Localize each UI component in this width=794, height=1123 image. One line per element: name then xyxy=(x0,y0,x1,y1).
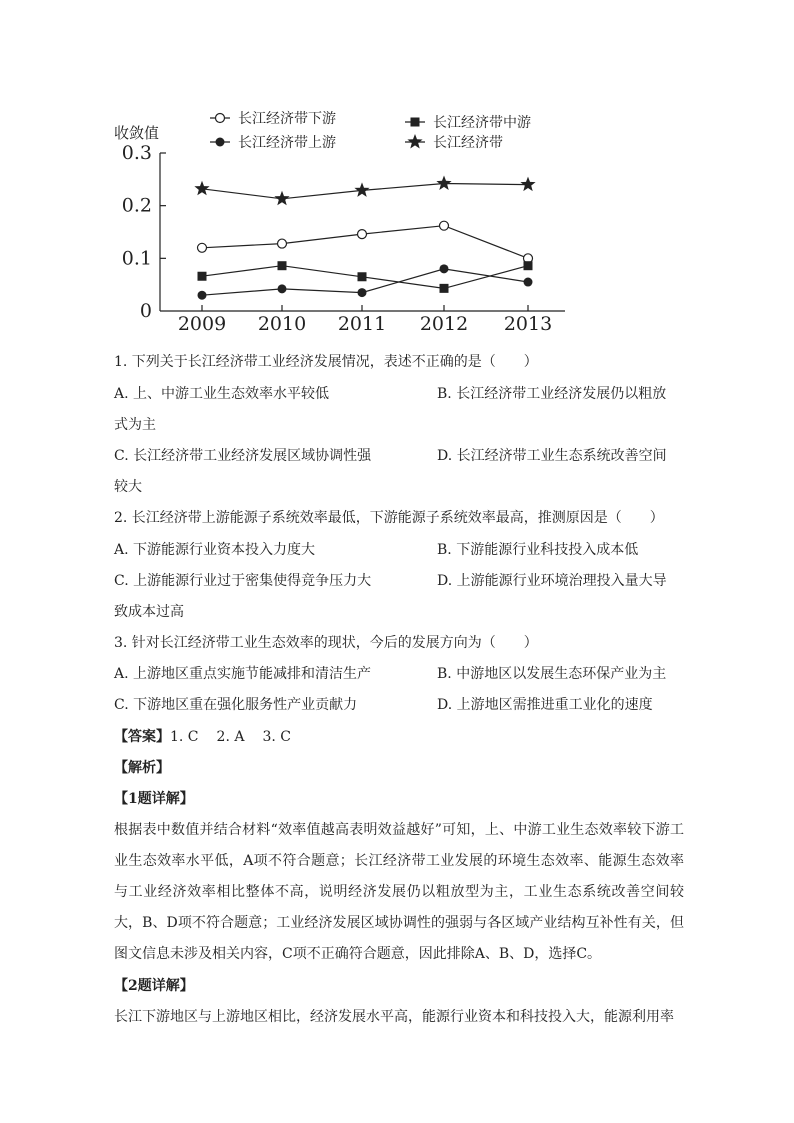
question-1-stem: 1. 下列关于长江经济带工业经济发展情况，表述不正确的是（ ） xyxy=(114,354,538,370)
answer-item-3: 3. C xyxy=(262,729,291,745)
data-point-filled-circle xyxy=(198,291,207,300)
chart-legend xyxy=(210,110,531,151)
question-2-option-c: C. 上游能源行业过于密集使得竞争压力大 xyxy=(114,573,372,589)
x-tick-label: 2010 xyxy=(257,313,307,335)
chart-axes xyxy=(122,142,565,335)
question-1-option-a: A. 上、中游工业生态效率水平较低 xyxy=(114,386,330,402)
question-3-option-d: D. 上游地区需推进重工业化的速度 xyxy=(437,697,653,713)
question-2-option-d: D. 上游能源行业环境治理投入量大导 xyxy=(437,573,667,589)
analysis-heading: 【解析】 xyxy=(114,760,170,776)
legend-label: 长江经济带 xyxy=(433,135,503,151)
x-tick-label: 2012 xyxy=(419,313,469,335)
data-point-open-circle xyxy=(358,230,367,239)
question-2-stem: 2. 长江经济带上游能源子系统效率最低，下游能源子系统效率最高，推测原因是（ ） xyxy=(114,510,664,526)
question-1-detail-heading: 【1题详解】 xyxy=(114,791,194,807)
data-point-star xyxy=(407,134,422,149)
question-3-stem: 3. 针对长江经济带工业生态效率的现状，今后的发展方向为（ ） xyxy=(114,635,538,651)
legend-label: 长江经济带下游 xyxy=(238,111,336,127)
answer-item-1: 1. C xyxy=(170,729,199,745)
data-point-open-circle xyxy=(440,221,449,230)
data-point-star xyxy=(194,181,209,196)
data-point-filled-square xyxy=(440,284,449,293)
question-3-option-c: C. 下游地区重在强化服务性产业贡献力 xyxy=(114,697,358,713)
y-tick-label: 0 xyxy=(139,300,152,322)
y-tick-label: 0.3 xyxy=(121,142,152,164)
data-point-open-circle xyxy=(278,239,287,248)
answer-item-2: 2. A xyxy=(216,729,245,745)
data-point-filled-circle xyxy=(440,264,449,273)
question-1-option-b-continued: 式为主 xyxy=(114,417,156,433)
question-2-option-a: A. 下游能源行业资本投入力度大 xyxy=(114,542,316,558)
question-1-option-d: D. 长江经济带工业生态系统改善空间 xyxy=(437,448,667,464)
data-point-star xyxy=(436,176,451,191)
line-chart xyxy=(100,100,580,335)
x-tick-label: 2011 xyxy=(337,313,387,335)
data-point-filled-circle xyxy=(278,284,287,293)
question-1-option-b: B. 长江经济带工业经济发展仍以粗放 xyxy=(437,386,667,402)
question-3-option-b: B. 中游地区以发展生态环保产业为主 xyxy=(437,666,667,682)
y-tick-label: 0.1 xyxy=(121,247,152,270)
question-1-option-c: C. 长江经济带工业经济发展区域协调性强 xyxy=(114,448,372,464)
y-axis-label: 收敛值 xyxy=(114,124,160,142)
question-2-option-d-continued: 致成本过高 xyxy=(114,604,184,620)
data-point-filled-square xyxy=(524,261,533,270)
legend-label: 长江经济带中游 xyxy=(433,115,531,131)
y-tick-label: 0.2 xyxy=(121,194,152,217)
question-2-detail-heading: 【2题详解】 xyxy=(114,978,194,994)
data-point-filled-circle xyxy=(524,278,533,287)
answer-line xyxy=(114,727,309,747)
data-point-filled-square xyxy=(411,118,420,127)
x-tick-label: 2013 xyxy=(503,313,553,335)
data-point-star xyxy=(354,182,369,197)
answer-label: 【答案】 xyxy=(114,729,170,745)
data-point-open-circle xyxy=(198,243,207,252)
data-point-filled-square xyxy=(198,272,207,281)
chart-plot-area xyxy=(194,176,535,300)
data-point-filled-square xyxy=(358,272,367,281)
legend-label: 长江经济带上游 xyxy=(238,135,336,151)
question-3-option-a: A. 上游地区重点实施节能减排和清洁生产 xyxy=(114,666,372,682)
data-point-star xyxy=(520,177,535,192)
question-2-option-b: B. 下游能源行业科技投入成本低 xyxy=(437,542,639,558)
question-1-option-d-continued: 较大 xyxy=(114,479,142,495)
data-point-filled-circle xyxy=(358,288,367,297)
data-point-filled-circle xyxy=(216,138,225,147)
x-tick-label: 2009 xyxy=(177,313,227,335)
data-point-open-circle xyxy=(216,114,225,123)
question-2-detail-text: 长江下游地区与上游地区相比，经济发展水平高，能源行业资本和科技投入大，能源利用率 xyxy=(114,1009,674,1025)
data-point-filled-square xyxy=(278,261,287,270)
data-point-star xyxy=(274,191,289,206)
question-1-detail-text: 根据表中数值并结合材料“效率值越高表明效益越好”可知，上、中游工业生态效率较下游工业生态效率水平低，A项不符合题意；长江经济带工业发展的环境生态效率、能源生态效率与工业经济效率相比整体不高，说明经济发展仍以粗放型为主，工业生态系统改善空间较大，B、D项不符合题意；工业经济发展区域协调性的强弱与各区域产业结构互补性有关，但图文信息未涉及相关内容，C项不正确符合题意，因此排除A、B、D，选择C。 xyxy=(114,822,684,962)
